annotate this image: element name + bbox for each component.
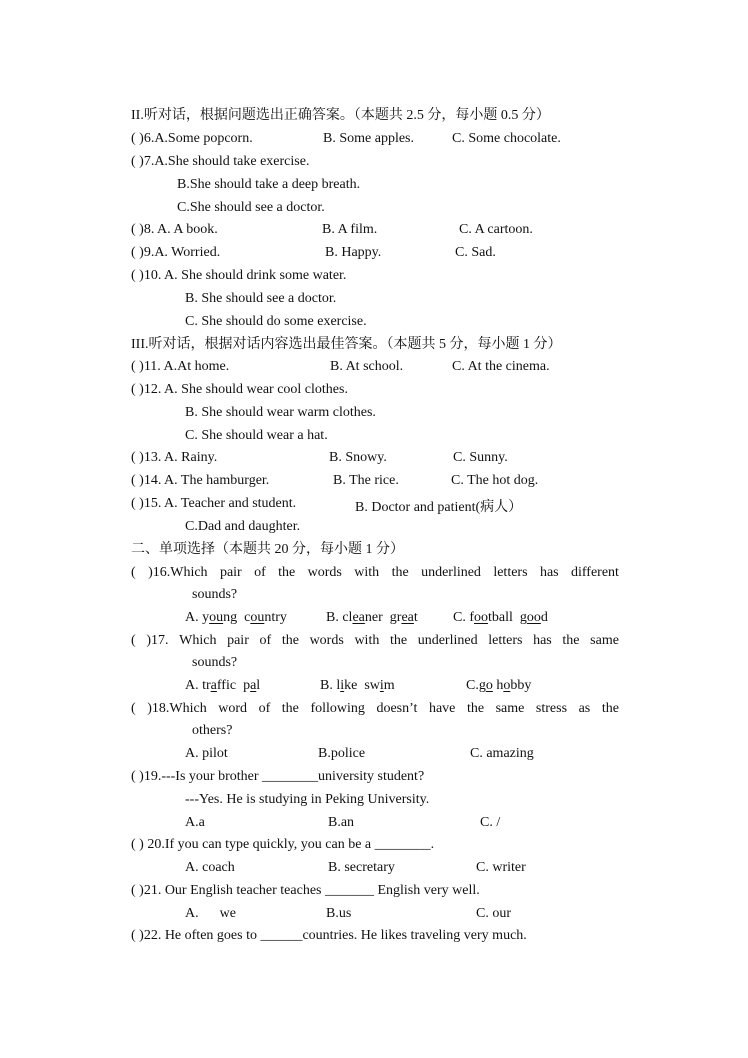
q12-option-c: C. She should wear a hat. xyxy=(185,428,328,443)
q9-stem: ( )9.A. Worried. xyxy=(131,245,221,260)
q6-option-c: C. Some chocolate. xyxy=(452,131,561,146)
q7-stem: ( )7.A.She should take exercise. xyxy=(131,154,310,169)
word: )16.Which xyxy=(148,565,208,580)
word: has xyxy=(533,633,552,648)
underlined-letters: ou xyxy=(250,610,265,625)
q6-option-b: B. Some apples. xyxy=(323,131,414,146)
word: the xyxy=(391,565,409,580)
q16-option-b: B. cleaner great xyxy=(326,610,418,625)
q11-option-c: C. At the cinema. xyxy=(452,359,550,374)
q12-option-b: B. She should wear warm clothes. xyxy=(185,405,376,420)
word: the xyxy=(389,633,408,648)
q20-option-a: A. coach xyxy=(185,860,235,875)
section-3-heading: III.听对话，根据对话内容选出最佳答案。（本题共 5 分，每小题 1 分） xyxy=(131,337,562,352)
q21-stem: ( )21. Our English teacher teaches _______ English very well. xyxy=(131,883,480,898)
underlined-letters: a xyxy=(250,678,257,693)
q6-stem: ( )6.A.Some popcorn. xyxy=(131,131,253,146)
word: the xyxy=(601,701,619,716)
word: same xyxy=(590,633,619,648)
q21-option-a: A. we xyxy=(185,906,236,921)
underlined-letters: a xyxy=(210,678,217,693)
q19-option-b: B.an xyxy=(328,815,355,830)
underlined-letters: i xyxy=(379,678,384,693)
q8-option-c: C. A cartoon. xyxy=(459,222,533,237)
q10-option-b: B. She should see a doctor. xyxy=(185,291,337,306)
q14-option-c: C. The hot dog. xyxy=(451,473,539,488)
word: underlined xyxy=(417,633,478,648)
word: words xyxy=(309,633,344,648)
q18-paren: ( xyxy=(131,701,136,716)
q9-option-b: B. Happy. xyxy=(325,245,382,260)
word: the xyxy=(278,565,296,580)
word: the xyxy=(281,633,299,648)
q19-option-c: C. / xyxy=(480,815,501,830)
word: following xyxy=(310,701,365,716)
q19-stem: ( )19.---Is your brother ________university student? xyxy=(131,769,425,784)
word: different xyxy=(571,565,619,580)
q14-option-b: B. The rice. xyxy=(333,473,399,488)
q18-line-2: others? xyxy=(192,723,233,738)
q19-option-a: A.a xyxy=(185,815,205,830)
q20-option-c: C. writer xyxy=(476,860,526,875)
word: of xyxy=(258,701,271,716)
q22-stem: ( )22. He often goes to ______countries. He likes traveling very much. xyxy=(131,928,527,943)
q13-stem: ( )13. A. Rainy. xyxy=(131,450,218,465)
word: of xyxy=(254,565,266,580)
word: have xyxy=(428,701,456,716)
word: the xyxy=(562,633,580,648)
q8-stem: ( )8. A. A book. xyxy=(131,222,218,237)
word: letters xyxy=(488,633,523,648)
word: with xyxy=(354,565,380,580)
underlined-letters: oo xyxy=(474,610,488,625)
word: with xyxy=(354,633,380,648)
part-2-heading: 二、单项选择（本题共 20 分，每小题 1 分） xyxy=(131,542,404,557)
underlined-letters: i xyxy=(340,678,345,693)
q15-option-c: C.Dad and daughter. xyxy=(185,519,301,534)
word: word xyxy=(218,701,248,716)
q7-option-c: C.She should see a doctor. xyxy=(177,200,325,215)
q17-line-1 xyxy=(131,632,619,650)
q18-option-a: A. pilot xyxy=(185,746,228,761)
word: pair xyxy=(219,565,242,580)
q10-stem: ( )10. A. She should drink some water. xyxy=(131,268,347,283)
word: the xyxy=(466,701,485,716)
q9-option-c: C. Sad. xyxy=(455,245,496,260)
section-2-heading: II.听对话，根据问题选出正确答案。（本题共 2.5 分，每小题 0.5 分） xyxy=(131,108,550,123)
q17-option-b: B. like swim xyxy=(320,678,395,693)
q16-option-c: C. football good xyxy=(453,610,548,625)
word: the xyxy=(281,701,299,716)
q13-option-c: C. Sunny. xyxy=(453,450,508,465)
q15-stem: ( )15. A. Teacher and student. xyxy=(131,496,297,511)
underlined-letters: ea xyxy=(352,610,365,625)
q8-option-b: B. A film. xyxy=(322,222,378,237)
q11-stem: ( )11. A.At home. xyxy=(131,359,230,374)
word: as xyxy=(578,701,591,716)
q21-option-b: B.us xyxy=(326,906,352,921)
word: same xyxy=(495,701,525,716)
word: doesn’t xyxy=(376,701,418,716)
q12-stem: ( )12. A. She should wear cool clothes. xyxy=(131,382,348,397)
q13-option-b: B. Snowy. xyxy=(329,450,387,465)
q16-line-1 xyxy=(131,564,619,582)
q17-paren: ( xyxy=(131,633,136,648)
word: )17. xyxy=(146,633,169,648)
q17-option-c: C.go hobby xyxy=(466,678,532,693)
q20-stem: ( ) 20.If you can type quickly, you can be a ________. xyxy=(131,837,435,852)
q10-option-c: C. She should do some exercise. xyxy=(185,314,367,329)
q18-option-b: B.police xyxy=(318,746,366,761)
q7-option-b: B.She should take a deep breath. xyxy=(177,177,361,192)
q16-option-a: A. young country xyxy=(185,610,287,625)
underlined-letters: o xyxy=(485,678,493,693)
word: has xyxy=(539,565,559,580)
word: letters xyxy=(493,565,528,580)
q18-line-1 xyxy=(131,700,619,718)
q20-option-b: B. secretary xyxy=(328,860,395,875)
q19-line-2: ---Yes. He is studying in Peking University. xyxy=(185,792,430,807)
q17-line-2: sounds? xyxy=(192,655,238,670)
word: stress xyxy=(535,701,568,716)
q11-option-b: B. At school. xyxy=(330,359,404,374)
word: Which xyxy=(179,633,217,648)
underlined-letters: o xyxy=(503,678,511,693)
word: pair xyxy=(227,633,249,648)
q18-option-c: C. amazing xyxy=(470,746,534,761)
word: words xyxy=(307,565,342,580)
q21-option-c: C. our xyxy=(476,906,511,921)
q14-stem: ( )14. A. The hamburger. xyxy=(131,473,270,488)
q15-option-b: B. Doctor and patient(病人） xyxy=(355,500,523,515)
word: underlined xyxy=(421,565,481,580)
underlined-letters: oo xyxy=(526,610,541,625)
q16-paren: ( xyxy=(131,565,136,580)
q17-option-a: A. traffic pal xyxy=(185,678,261,693)
underlined-letters: ou xyxy=(209,610,224,625)
q16-line-2: sounds? xyxy=(192,587,238,602)
word: of xyxy=(259,633,272,648)
underlined-letters: ea xyxy=(401,610,414,625)
word: )18.Which xyxy=(147,701,207,716)
